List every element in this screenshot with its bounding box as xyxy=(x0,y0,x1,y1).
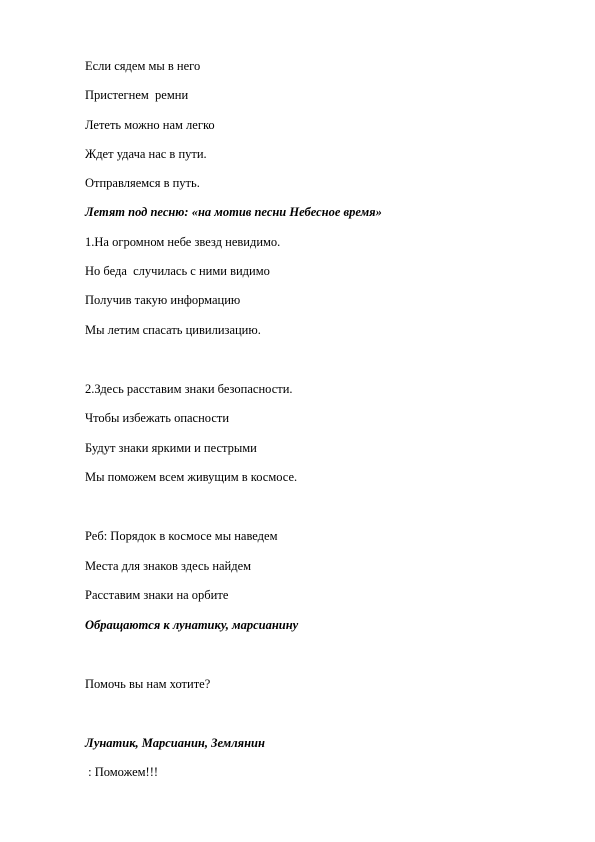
verse-line: Мы поможем всем живущим в космосе. xyxy=(85,470,298,484)
verse-line: Но беда случилась с ними видимо xyxy=(85,264,270,278)
verse-line: Получив такую информацию xyxy=(85,293,241,307)
dialogue-line: Места для знаков здесь найдем xyxy=(85,559,252,573)
text-line: Пристегнем ремни xyxy=(85,88,189,102)
dialogue-line: Расставим знаки на орбите xyxy=(85,588,229,602)
text-line: Ждет удача нас в пути. xyxy=(85,147,207,161)
dialogue-line: Помочь вы нам хотите? xyxy=(85,677,211,691)
text-line: Если сядем мы в него xyxy=(85,59,201,73)
text-line: Отправляемся в путь. xyxy=(85,176,200,190)
verse-line: Будут знаки яркими и пестрыми xyxy=(85,441,257,455)
verse-line: Мы летим спасать цивилизацию. xyxy=(85,323,261,337)
verse-line: 1.На огромном небе звезд невидимо. xyxy=(85,235,281,249)
text-line: Лететь можно нам легко xyxy=(85,118,215,132)
stage-direction: Обращаются к лунатику, марсианину xyxy=(85,618,299,632)
dialogue-line: : Поможем!!! xyxy=(85,765,159,779)
verse-line: Чтобы избежать опасности xyxy=(85,411,230,425)
stage-direction: Летят под песню: «на мотив песни Небесное время» xyxy=(85,205,382,219)
dialogue-line: Реб: Порядок в космосе мы наведем xyxy=(85,529,278,543)
verse-line: 2.Здесь расставим знаки безопасности. xyxy=(85,382,293,396)
stage-direction: Лунатик, Марсианин, Землянин xyxy=(85,736,265,750)
